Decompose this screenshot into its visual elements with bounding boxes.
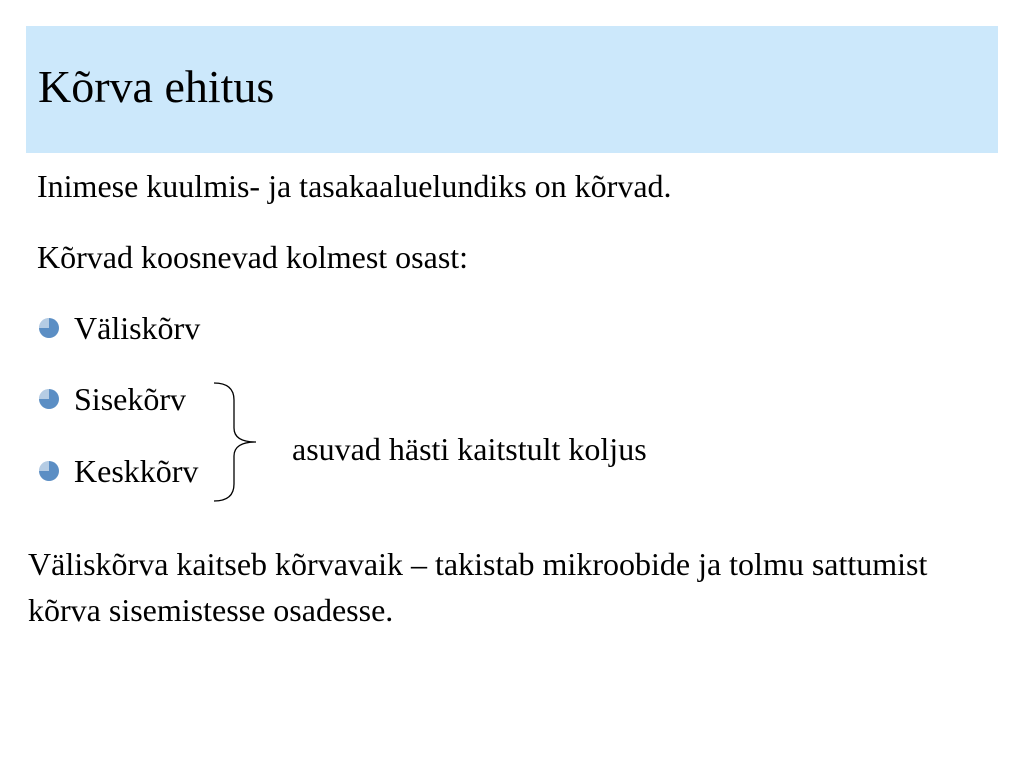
body-paragraph: Väliskõrva kaitseb kõrvavaik – takistab mikroobide ja tolmu sattumist kõrva sisemistesse osadesse.: [28, 546, 928, 628]
bullet-label: Keskkõrv: [74, 453, 199, 489]
intro-line-1: Inimese kuulmis- ja tasakaaluelundiks on kõrvad.: [37, 168, 672, 204]
right-curly-brace: [210, 380, 260, 504]
bullet-label: Sisekõrv: [74, 381, 186, 417]
list-item-valiskorv: [38, 310, 200, 346]
title-band: [26, 26, 998, 153]
bullet-label: Väliskõrv: [74, 310, 201, 346]
sphere-bullet-icon: [38, 460, 60, 482]
intro-line-2: Kõrvad koosnevad kolmest osast:: [37, 239, 469, 275]
list-item-sisekorv: [38, 381, 186, 417]
slide-title: Kõrva ehitus: [38, 61, 275, 112]
sphere-bullet-icon: [38, 388, 60, 410]
sphere-bullet-icon: [38, 317, 60, 339]
list-item-keskkorv: [38, 453, 198, 489]
brace-note: asuvad hästi kaitstult koljus: [292, 431, 647, 467]
